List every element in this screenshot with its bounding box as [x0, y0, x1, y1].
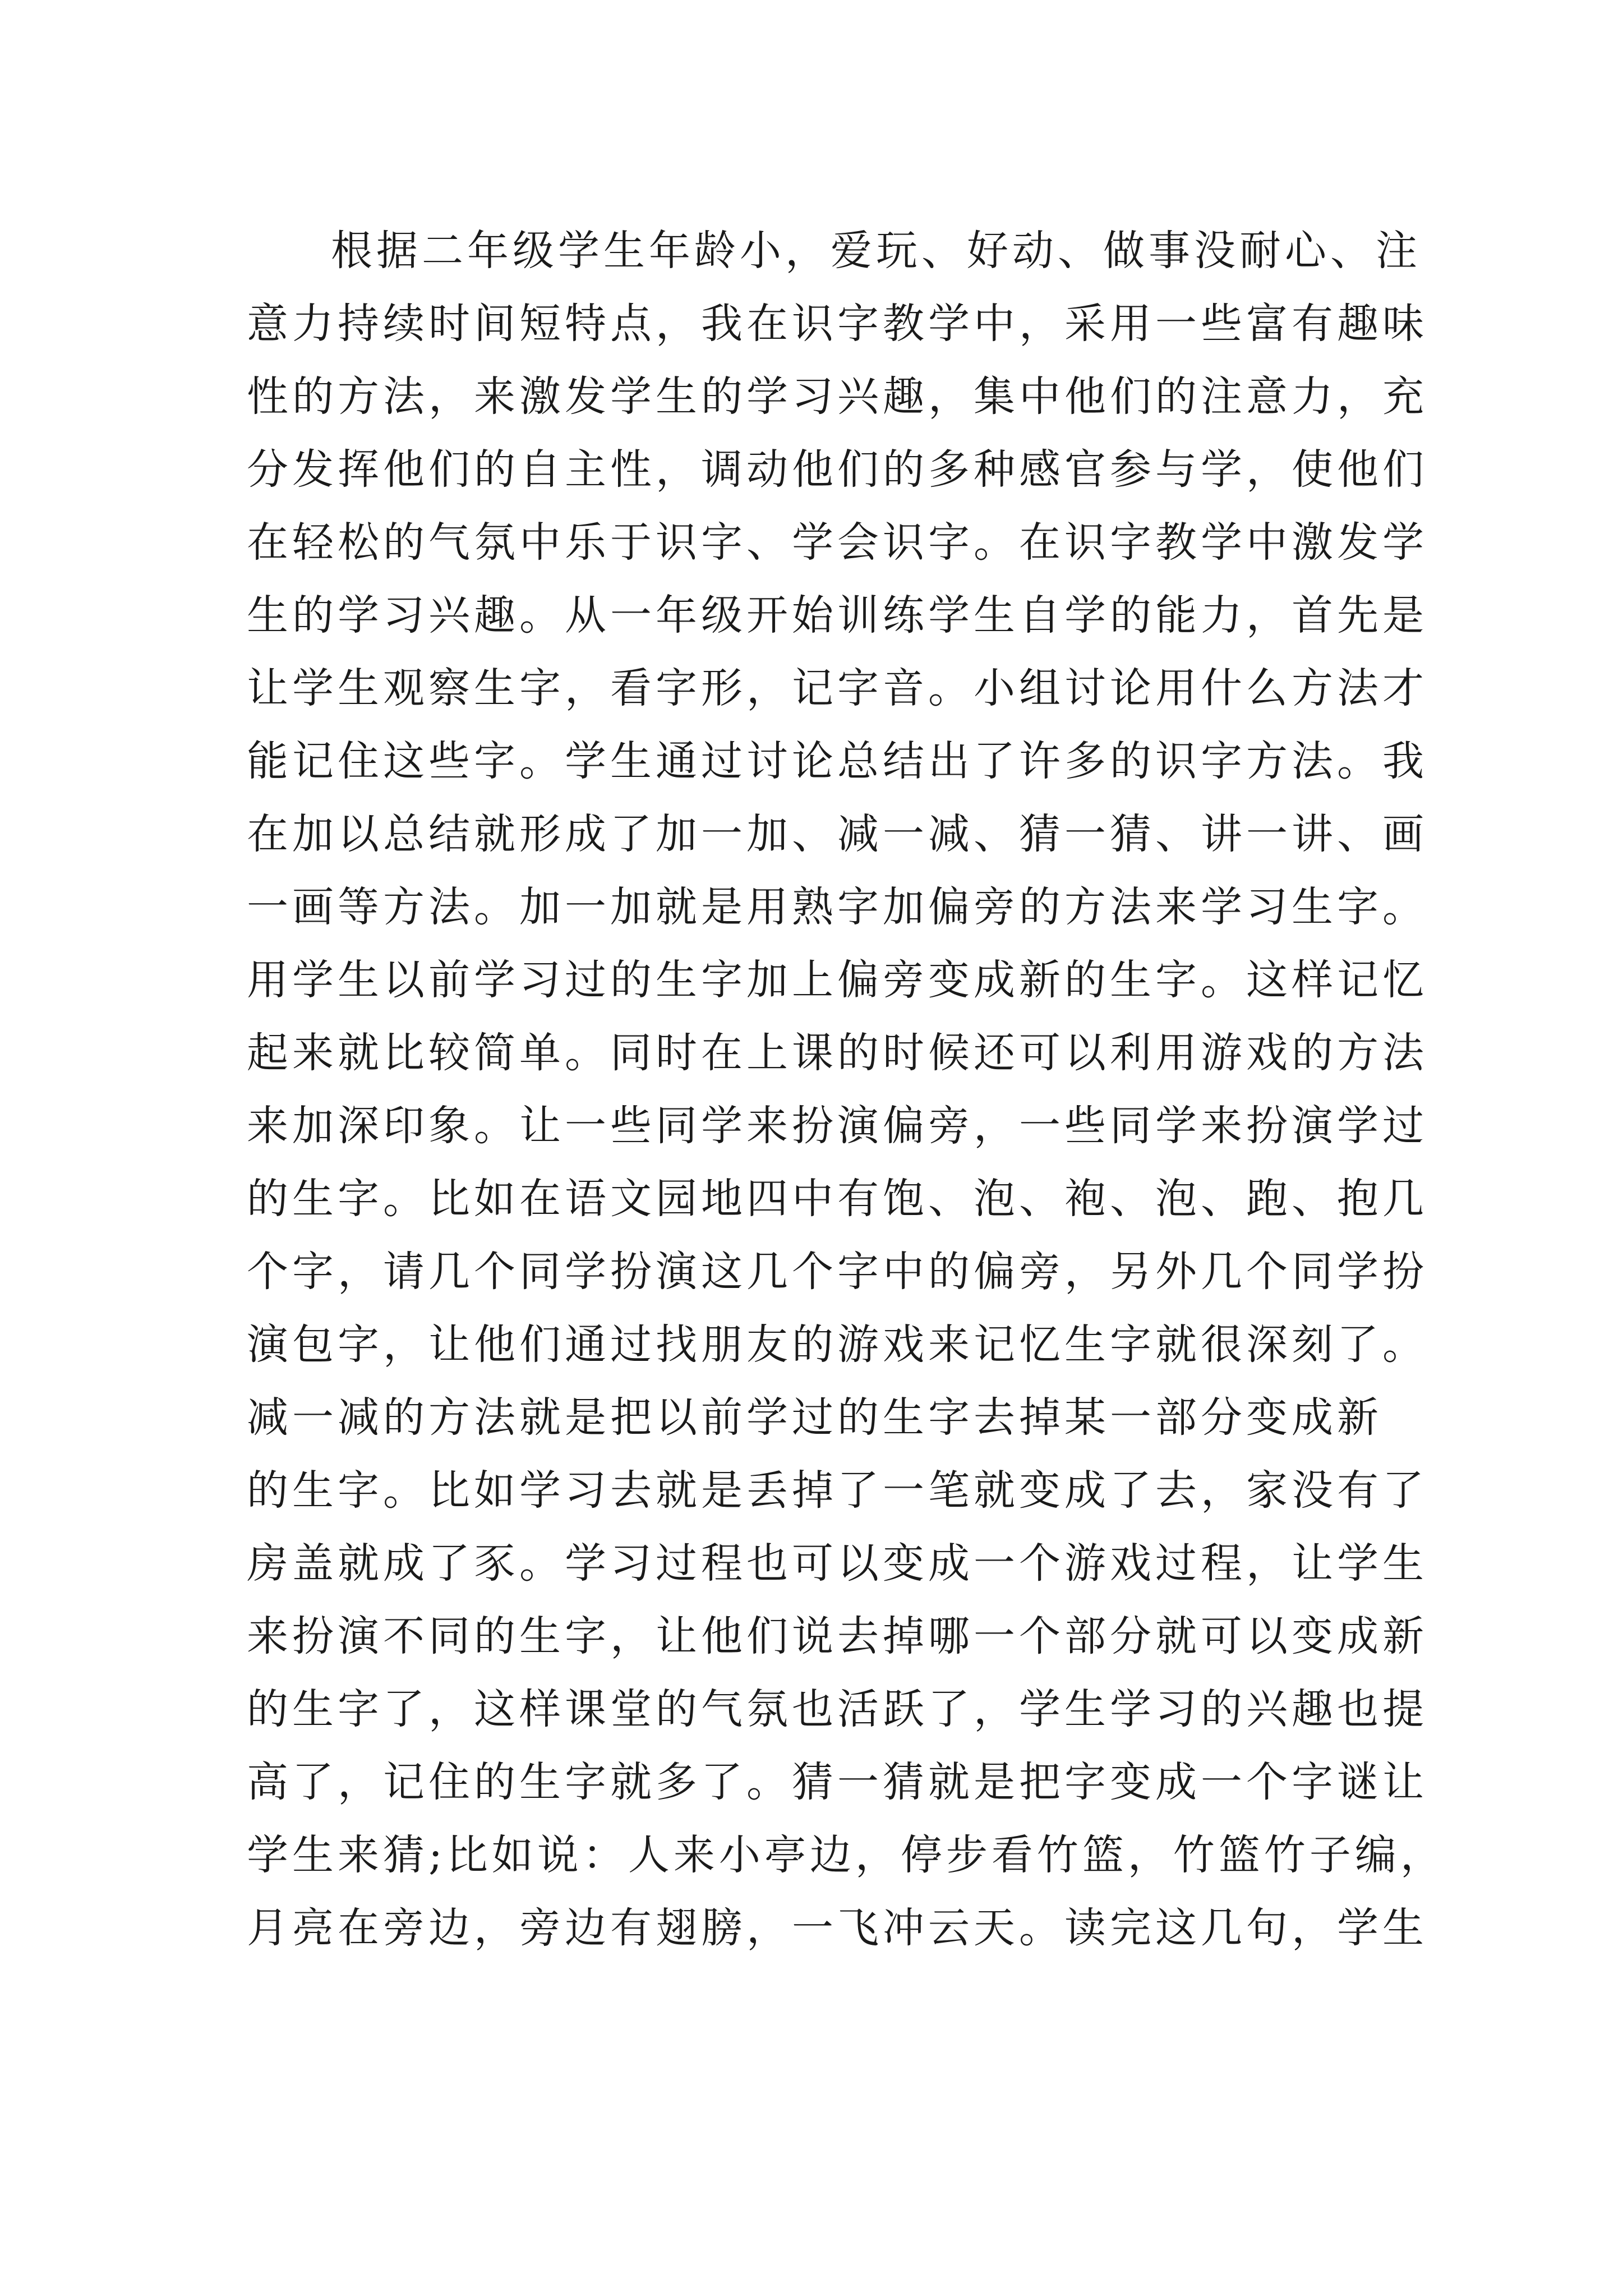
text-line: 一画等方法。加一加就是用熟字加偏旁的方法来学习生字。 — [247, 883, 1428, 931]
body-paragraph — [247, 214, 1446, 1964]
text-line: 的生字了，这样课堂的气氛也活跃了，学生学习的兴趣也提 — [247, 1685, 1428, 1733]
text-line: 意力持续时间短特点，我在识字教学中，采用一些富有趣味 — [247, 300, 1428, 348]
text-line: 起来就比较简单。同时在上课的时候还可以利用游戏的方法 — [247, 1029, 1428, 1077]
text-line: 来扮演不同的生字，让他们说去掉哪一个部分就可以变成新 — [247, 1612, 1428, 1660]
text-line: 让学生观察生字，看字形，记字音。小组讨论用什么方法才 — [247, 664, 1428, 712]
text-line: 用学生以前学习过的生字加上偏旁变成新的生字。这样记忆 — [247, 956, 1428, 1004]
text-line: 分发挥他们的自主性，调动他们的多种感官参与学，使他们 — [247, 445, 1428, 494]
text-line: 高了，记住的生字就多了。猜一猜就是把字变成一个字谜让 — [247, 1758, 1428, 1806]
text-line: 根据二年级学生年龄小，爱玩、好动、做事没耐心、注 — [331, 227, 1421, 275]
text-line: 性的方法，来激发学生的学习兴趣，集中他们的注意力，充 — [247, 372, 1428, 421]
text-line: 演包字，让他们通过找朋友的游戏来记忆生字就很深刻了。 — [247, 1320, 1428, 1369]
text-line: 在轻松的气氛中乐于识字、学会识字。在识字教学中激发学 — [247, 518, 1428, 567]
text-line: 在加以总结就形成了加一加、减一减、猜一猜、讲一讲、画 — [247, 810, 1428, 858]
text-line: 月亮在旁边，旁边有翅膀，一飞冲云天。读完这几句，学生 — [247, 1904, 1428, 1952]
text-line: 的生字。比如在语文园地四中有饱、泡、袍、泡、跑、抱几 — [247, 1175, 1428, 1223]
text-line: 减一减的方法就是把以前学过的生字去掉某一部分变成新 — [247, 1393, 1382, 1442]
text-line: 来加深印象。让一些同学来扮演偏旁，一些同学来扮演学过 — [247, 1102, 1428, 1150]
text-line: 个字，请几个同学扮演这几个字中的偏旁，另外几个同学扮 — [247, 1248, 1428, 1296]
text-line: 房盖就成了豕。学习过程也可以变成一个游戏过程，让学生 — [247, 1539, 1428, 1588]
text-line: 的生字。比如学习去就是丢掉了一笔就变成了去，家没有了 — [247, 1466, 1428, 1515]
text-line: 能记住这些字。学生通过讨论总结出了许多的识字方法。我 — [247, 737, 1428, 785]
text-line: 学生来猜;比如说：人来小亭边，停步看竹篮，竹篮竹子编， — [247, 1831, 1446, 1879]
text-line: 生的学习兴趣。从一年级开始训练学生自学的能力，首先是 — [247, 591, 1428, 639]
